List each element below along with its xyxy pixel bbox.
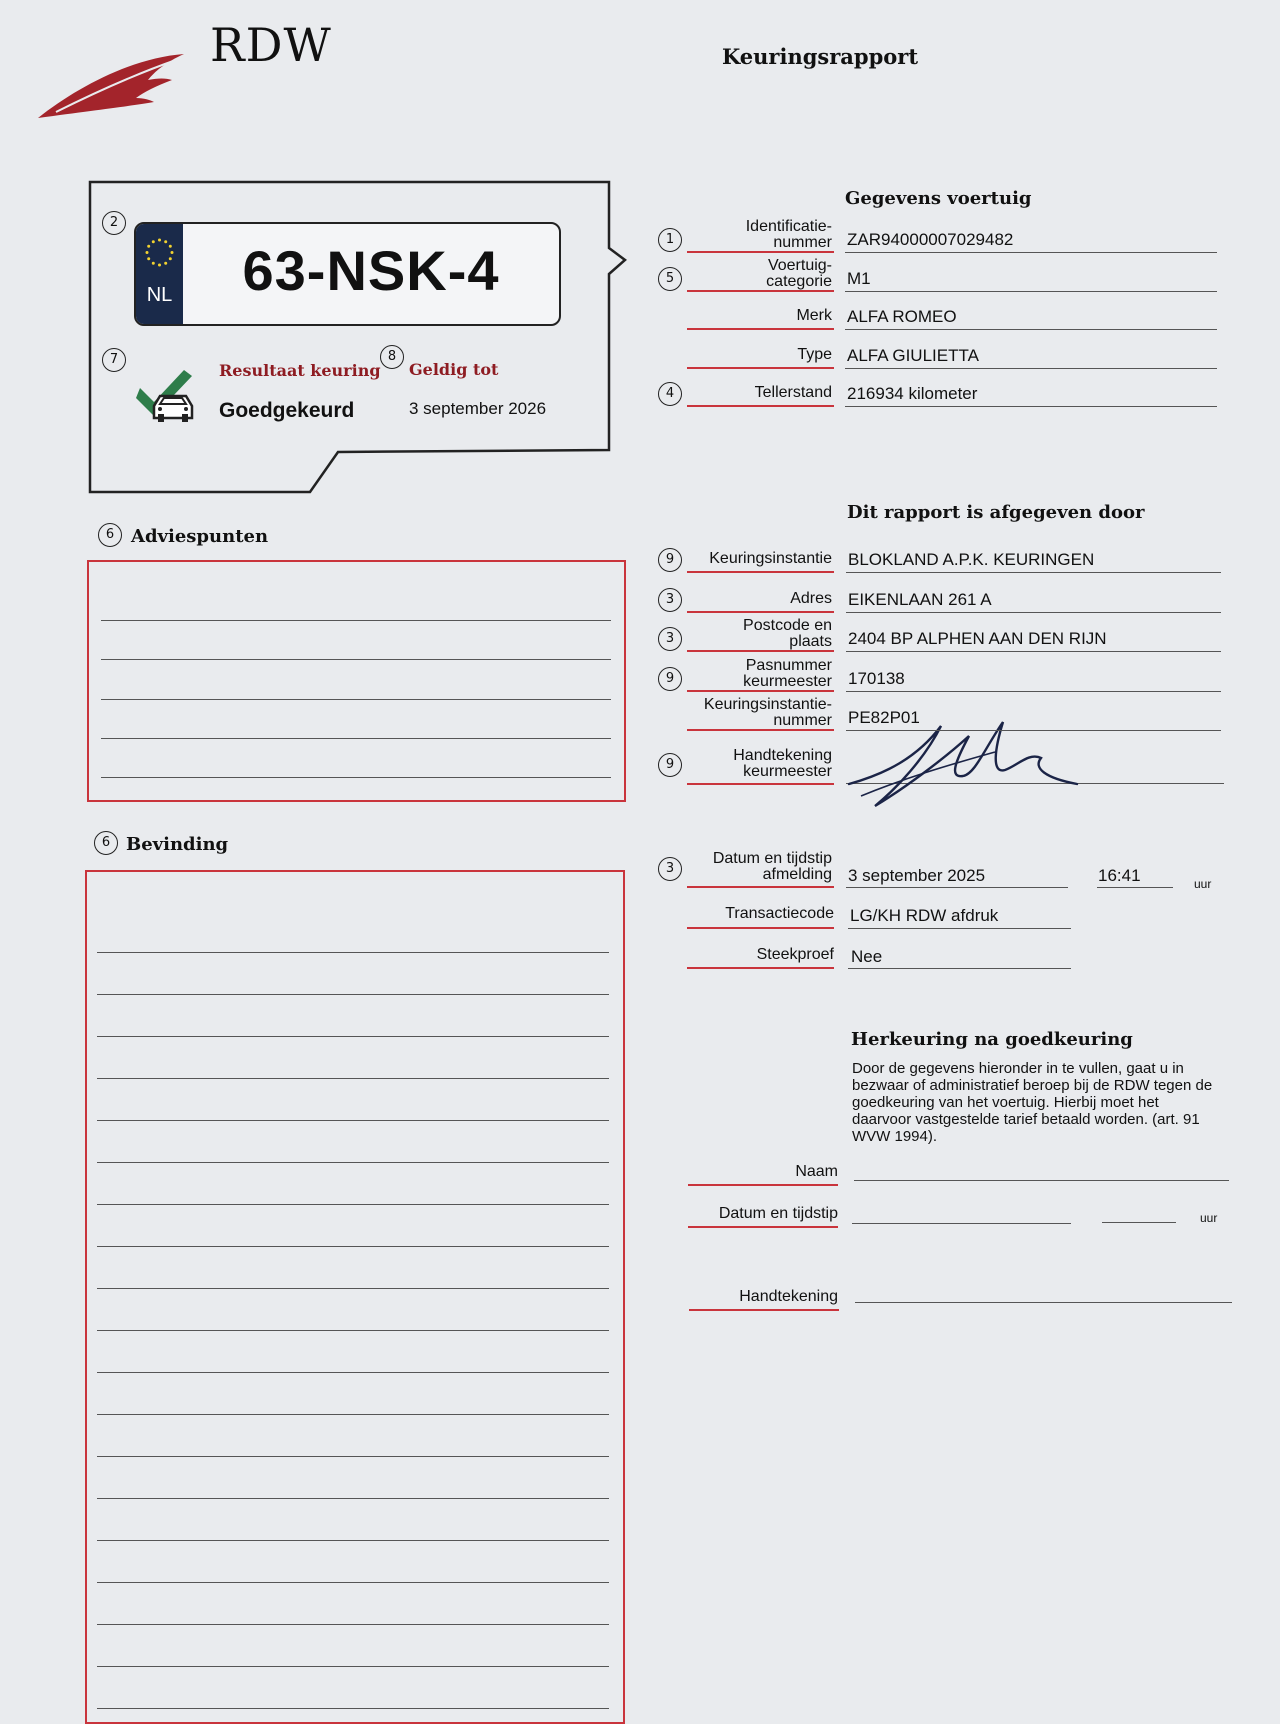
vehicle-row-value-line	[845, 291, 1217, 292]
reinspection-signature-label: Handtekening	[739, 1288, 838, 1305]
issuer-row-label-underline	[687, 571, 834, 573]
issuer-row-value: 2404 BP ALPHEN AAN DEN RIJN	[848, 629, 1107, 648]
page-title: Keuringsrapport	[722, 44, 919, 69]
finding-line	[97, 1162, 609, 1163]
finding-line	[97, 1624, 609, 1625]
result-label: Resultaat keuring	[219, 361, 381, 380]
issuer-row-value: BLOKLAND A.P.K. KEURINGEN	[848, 550, 1095, 569]
vehicle-row-value-line	[845, 368, 1217, 369]
reinspection-heading: Herkeuring na goedkeuring	[851, 1029, 1133, 1050]
rdw-feather-logo	[36, 48, 186, 123]
vehicle-row-number: 4	[658, 382, 682, 406]
registration-time: 16:41	[1098, 866, 1141, 885]
brand-name: RDW	[210, 18, 332, 72]
sample-line	[848, 968, 1071, 969]
issuer-row-number: 9	[658, 667, 682, 691]
name-label-underline	[688, 1184, 838, 1186]
signature-label-underline	[687, 783, 834, 785]
time-line	[1097, 887, 1173, 888]
finding-line	[97, 1246, 609, 1247]
finding-line	[97, 1204, 609, 1205]
sample-label-underline	[687, 967, 834, 969]
issuer-row-value: 170138	[848, 668, 905, 688]
finding-line	[97, 1498, 609, 1499]
finding-line	[97, 1372, 609, 1373]
field-number-9: 9	[658, 753, 682, 777]
issuer-row-value-line	[846, 651, 1221, 652]
reinspection-text: Door de gegevens hieronder in te vullen, gaat u in bezwaar of administratief beroep bij de RDW tegen de goedkeuring van het voertuig. Hierbij moet het daarvoor vastgestelde tarief betaald worden. (art. 91 WVW 1994).	[852, 1060, 1213, 1145]
finding-line	[97, 1708, 609, 1709]
transaction-label: Transactiecode	[725, 905, 834, 922]
finding-line	[97, 1456, 609, 1457]
advice-line	[101, 620, 611, 621]
vehicle-row-value: ALFA GIULIETTA	[847, 345, 979, 365]
plate-number: 63-NSK-4	[242, 239, 500, 302]
vehicle-row-label: Merk	[796, 307, 832, 324]
vehicle-row-value-line	[845, 406, 1217, 407]
issuer-row-number: 3	[658, 627, 682, 651]
name-label: Naam	[795, 1163, 838, 1180]
issuer-row-value-line	[846, 572, 1221, 573]
advice-line	[101, 738, 611, 739]
datetime-registration-label: Datum en tijdstip afmelding	[712, 850, 832, 883]
issuer-row-number: 3	[658, 588, 682, 612]
field-number-2: 2	[102, 211, 126, 235]
issuer-row-label: Adres	[790, 589, 832, 607]
vehicle-row-label: Type	[797, 345, 832, 363]
finding-line	[97, 994, 609, 995]
valid-until-value: 3 september 2026	[409, 399, 547, 418]
issuer-row-value: EIKENLAAN 261 A	[848, 589, 992, 609]
reinspection-signature-line[interactable]	[855, 1302, 1232, 1303]
sample-value: Nee	[851, 947, 883, 966]
reinspection-date-line[interactable]	[852, 1223, 1071, 1224]
issuer-row-label: Postcode en plaats	[743, 617, 832, 650]
issuer-row-label-underline	[687, 611, 834, 613]
eu-stars-icon	[143, 236, 176, 269]
finding-line	[97, 1414, 609, 1415]
issuer-row-value-line	[846, 612, 1221, 613]
vehicle-row-value: M1	[847, 268, 871, 288]
vehicle-row-label-underline	[687, 367, 834, 369]
finding-heading: Bevinding	[126, 834, 229, 855]
advice-heading: Adviespunten	[131, 526, 269, 547]
field-number-7: 7	[102, 348, 126, 372]
license-plate	[134, 222, 561, 326]
issuer-row-value-line	[846, 730, 1221, 731]
field-number-6-finding: 6	[94, 831, 118, 855]
issuer-row-number: 9	[658, 548, 682, 572]
vehicle-row-label-underline	[687, 290, 834, 292]
vehicle-row-value-line	[845, 252, 1217, 253]
issuer-row-label-underline	[687, 729, 834, 731]
issuer-row-label-underline	[687, 690, 834, 692]
transaction-line	[848, 928, 1071, 929]
result-value: Goedgekeurd	[219, 399, 355, 422]
inspector-signature	[845, 718, 1085, 810]
registration-date: 3 september 2025	[848, 866, 986, 885]
issuer-row-label-underline	[687, 650, 834, 652]
vehicle-row-number: 5	[658, 267, 682, 291]
issuer-heading: Dit rapport is afgegeven door	[847, 502, 1145, 523]
issuer-row-label: Pasnummer keurmeester	[743, 656, 832, 690]
advice-line	[101, 777, 611, 778]
vehicle-row-label: Tellerstand	[754, 384, 832, 401]
issuer-row-label: Keuringsinstantie- nummer	[703, 696, 832, 729]
transaction-label-underline	[687, 927, 834, 929]
vehicle-row-label: Voertuig- categorie	[766, 256, 832, 290]
field-number-6-advice: 6	[98, 523, 122, 547]
reinspection-datetime-underline	[688, 1226, 838, 1228]
finding-line	[97, 1666, 609, 1667]
plate-country: NL	[146, 284, 173, 306]
field-number-8: 8	[380, 345, 404, 369]
finding-line	[97, 1582, 609, 1583]
finding-line	[97, 1288, 609, 1289]
advice-box[interactable]	[87, 560, 626, 802]
finding-line	[97, 1120, 609, 1121]
transaction-value: LG/KH RDW afdruk	[850, 906, 999, 925]
vehicle-row-label-underline	[687, 251, 834, 253]
reinspection-time-unit: uur	[1200, 1211, 1218, 1225]
advice-line	[101, 699, 611, 700]
reinspection-signature-underline	[689, 1309, 839, 1311]
reinspection-time-line[interactable]	[1102, 1222, 1176, 1223]
vehicle-row-label-underline	[687, 328, 834, 330]
date-line	[846, 887, 1068, 888]
vehicle-row-value-line	[845, 329, 1217, 330]
finding-line	[97, 1330, 609, 1331]
issuer-row-value: PE82P01	[848, 708, 920, 727]
finding-line	[97, 1540, 609, 1541]
valid-until-label: Geldig tot	[409, 360, 499, 379]
datetime-label-underline	[687, 886, 834, 888]
vehicle-row-value: ALFA ROMEO	[847, 307, 957, 326]
vehicle-row-value: 216934 kilometer	[847, 384, 978, 403]
vehicle-row-value: ZAR94000007029482	[847, 230, 1014, 249]
vehicle-row-number: 1	[658, 228, 682, 252]
reinspection-datetime-label: Datum en tijdstip	[718, 1205, 838, 1222]
vehicle-heading: Gegevens voertuig	[845, 188, 1032, 209]
vehicle-row-label: Identificatie- nummer	[745, 218, 832, 251]
advice-line	[101, 659, 611, 660]
sample-label: Steekproef	[756, 946, 834, 963]
issuer-row-value-line	[846, 691, 1221, 692]
car-check-icon	[136, 366, 204, 424]
name-input-line[interactable]	[854, 1180, 1229, 1181]
issuer-row-label: Keuringsinstantie	[709, 550, 832, 567]
time-unit: uur	[1194, 877, 1212, 891]
finding-line	[97, 952, 609, 953]
signature-inspector-label: Handtekening keurmeester	[733, 747, 832, 780]
finding-line	[97, 1078, 609, 1079]
finding-line	[97, 1036, 609, 1037]
finding-box[interactable]	[85, 870, 625, 1724]
field-number-3-datetime: 3	[658, 857, 682, 881]
plate-eu-band	[136, 224, 183, 324]
vehicle-row-label-underline	[687, 405, 834, 407]
